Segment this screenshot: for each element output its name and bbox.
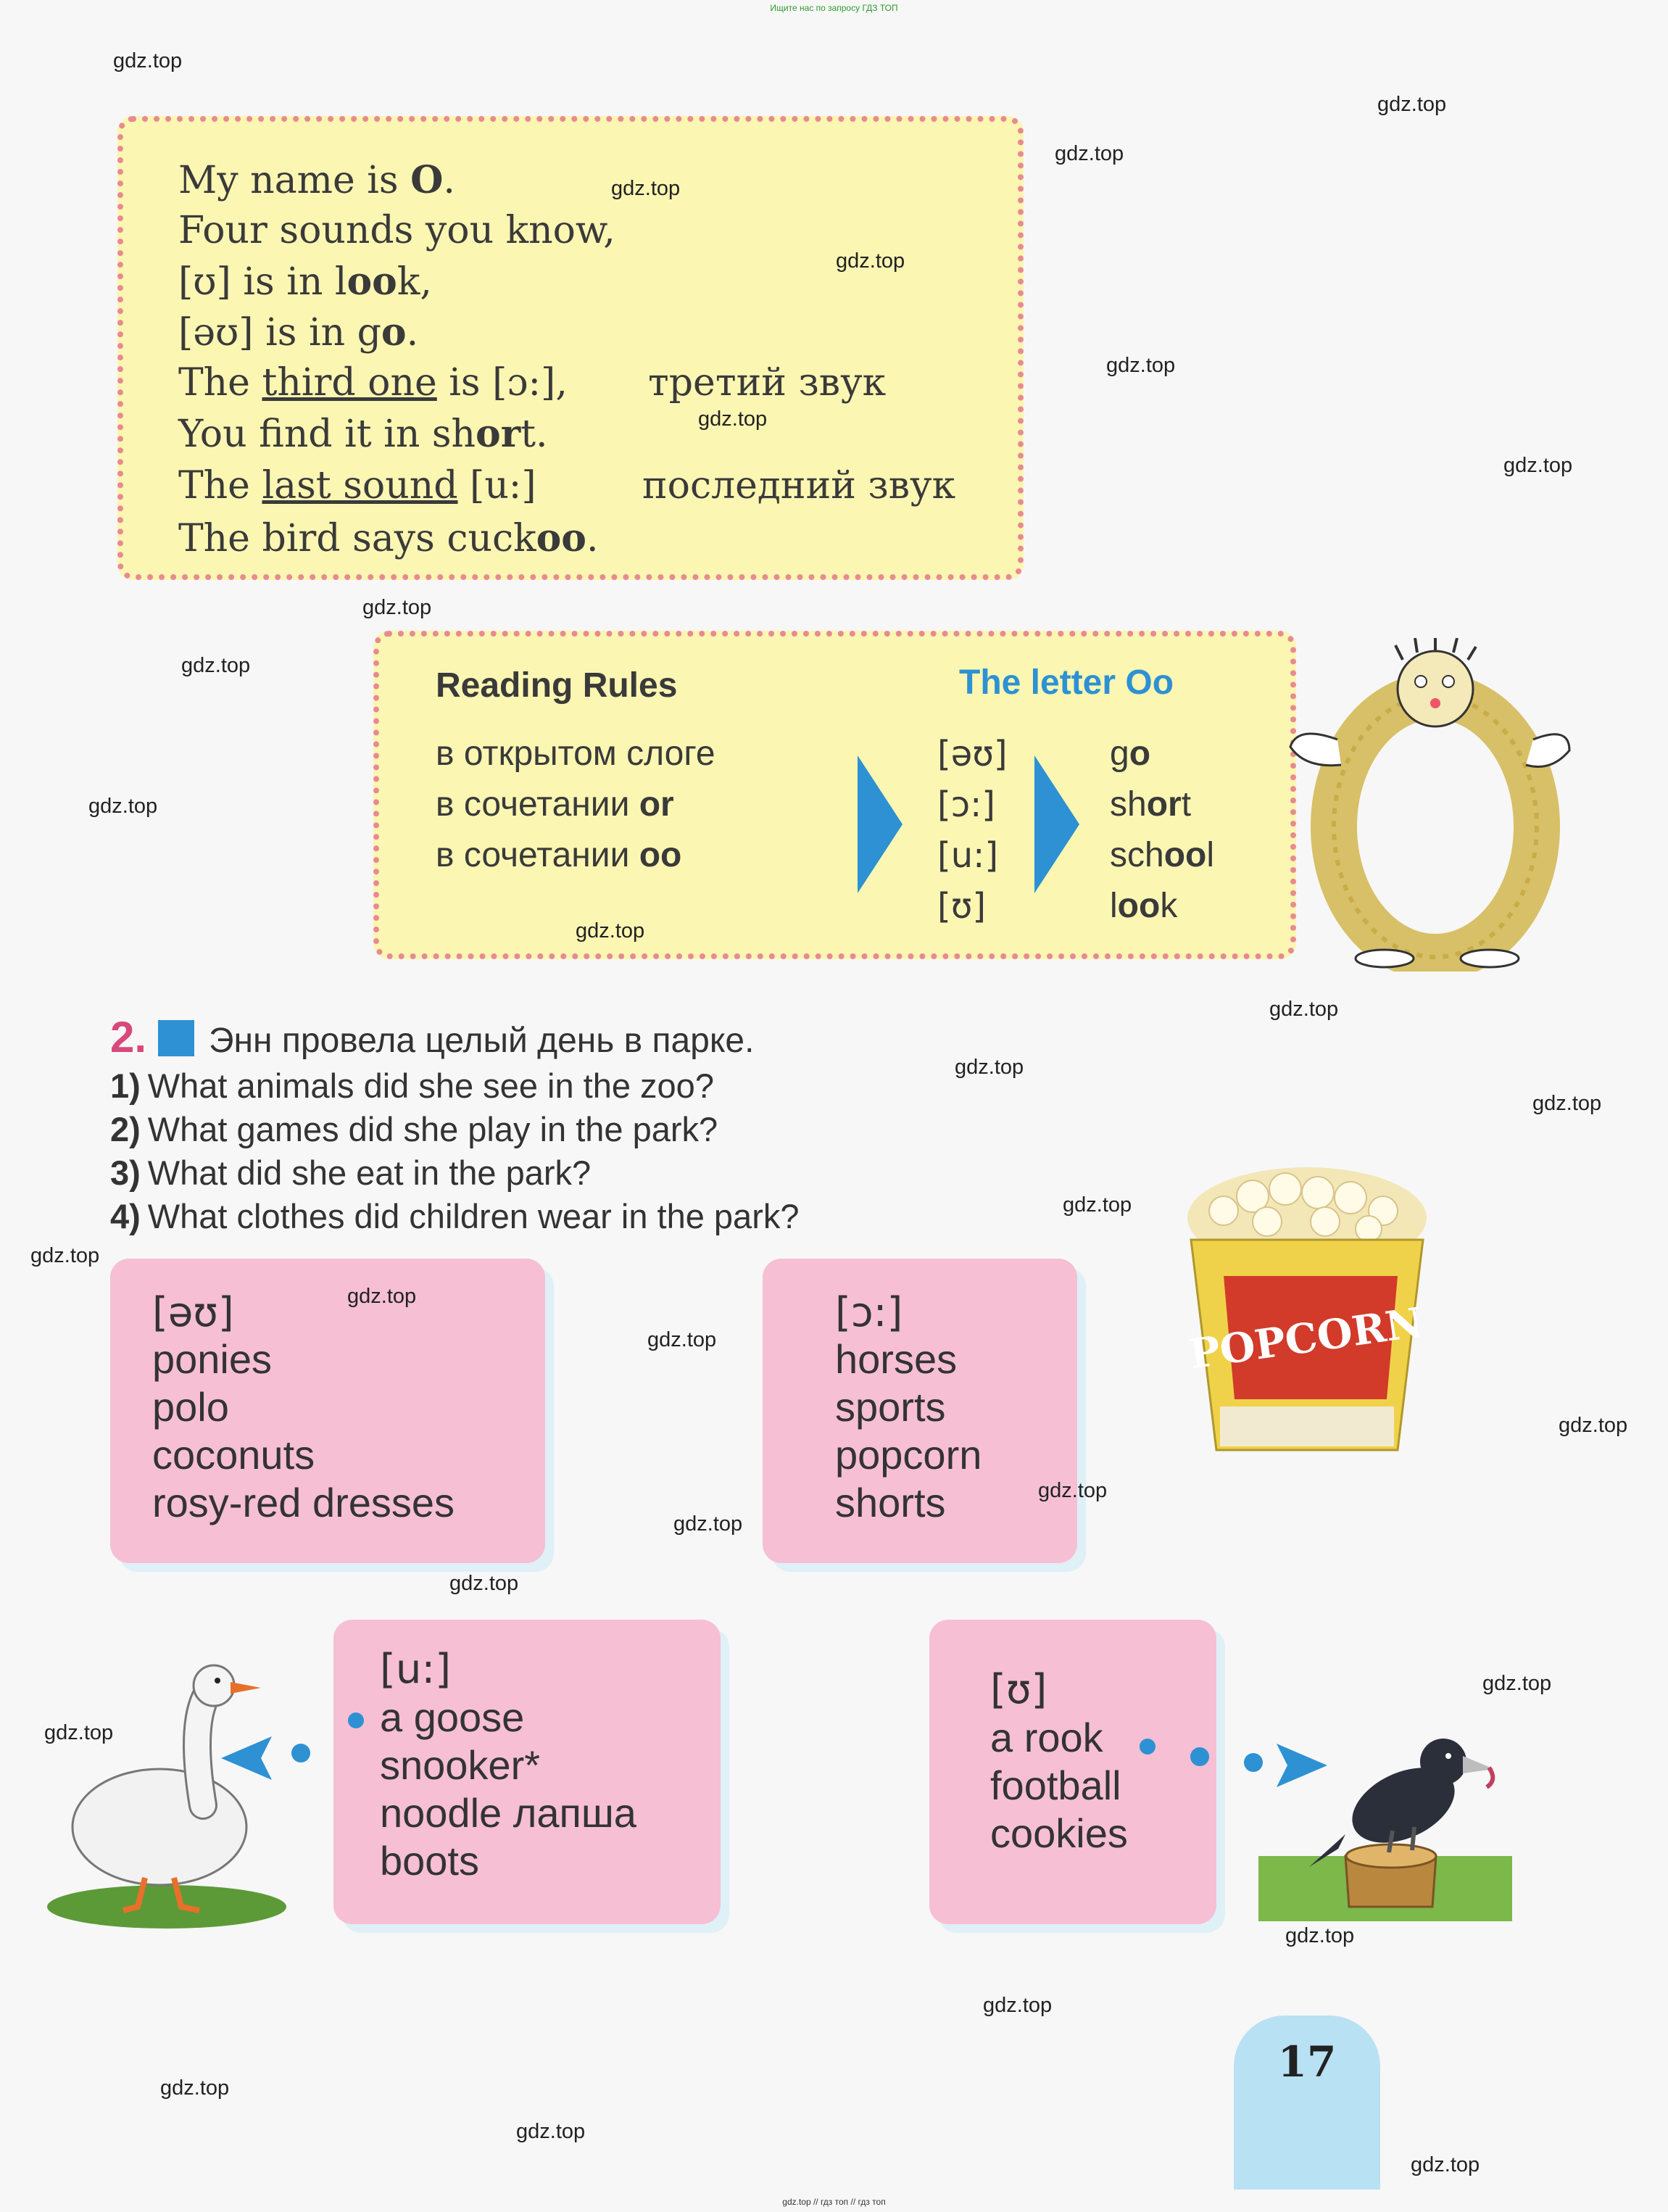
watermark: gdz.top xyxy=(1106,354,1176,377)
popcorn-bucket-illustration xyxy=(1180,1160,1434,1465)
watermark: gdz.top xyxy=(44,1721,114,1744)
rule-oo: в сочетании oo xyxy=(436,836,682,874)
watermark: gdz.top xyxy=(1559,1414,1628,1437)
sound-1: [əʊ] xyxy=(937,734,1008,774)
card-item: rosy-red dresses xyxy=(152,1480,455,1525)
card-item: shorts xyxy=(835,1480,946,1525)
card-item: [ɔ:] xyxy=(835,1289,903,1336)
watermark: gdz.top xyxy=(1038,1479,1108,1502)
watermark: gdz.top xyxy=(1285,1924,1355,1947)
rules-title: Reading Rules xyxy=(436,666,678,705)
card-item: noodle лапша xyxy=(380,1790,636,1836)
dot-icon xyxy=(291,1744,310,1762)
question-4: 4) What clothes did children wear in the park? xyxy=(110,1197,800,1235)
header-note: Ищите нас по запросу ГДЗ ТОП xyxy=(770,3,898,13)
card-item: boots xyxy=(380,1838,479,1884)
arrow-right-icon xyxy=(1034,755,1079,893)
watermark: gdz.top xyxy=(1269,998,1339,1021)
reading-rules-box xyxy=(373,631,1296,959)
bullet-dot-icon xyxy=(1140,1739,1155,1755)
card-sound-u xyxy=(929,1620,1216,1924)
watermark: gdz.top xyxy=(1055,142,1124,165)
poem-line-3: [ʊ] is in look, xyxy=(178,260,432,304)
sound-3: [u:] xyxy=(937,835,999,876)
card-item: popcorn xyxy=(835,1432,982,1478)
watermark: gdz.top xyxy=(1377,93,1447,116)
card-item: football xyxy=(990,1762,1121,1808)
rule-open-syllable: в открытом слоге xyxy=(436,734,715,773)
watermark: gdz.top xyxy=(1063,1193,1132,1217)
poem-line-6: You find it in short. xyxy=(178,412,548,456)
card-item: [u:] xyxy=(380,1646,452,1693)
poem-box xyxy=(117,116,1024,580)
page-number: 17 xyxy=(1277,2037,1337,2087)
watermark: gdz.top xyxy=(1503,454,1573,477)
example-look: look xyxy=(1110,887,1178,925)
watermark: gdz.top xyxy=(1482,1672,1552,1695)
watermark: gdz.top xyxy=(647,1328,717,1351)
card-item: a goose xyxy=(380,1694,525,1740)
reading-task-icon xyxy=(158,1020,194,1056)
watermark: gdz.top xyxy=(836,249,905,273)
poem-translation-third: третий звук xyxy=(648,361,887,405)
watermark: gdz.top xyxy=(88,795,158,818)
card-item: snooker* xyxy=(380,1742,541,1788)
question-2: 2) What games did she play in the park? xyxy=(110,1110,718,1148)
card-item: horses xyxy=(835,1336,958,1382)
rook-illustration xyxy=(1258,1711,1512,1921)
footer-note: gdz.top // гдз топ // гдз топ xyxy=(782,2197,886,2207)
arrow-right-icon xyxy=(858,755,903,893)
page-number-tab xyxy=(1234,2016,1380,2190)
watermark: gdz.top xyxy=(673,1512,743,1536)
sound-2: [ɔ:] xyxy=(937,784,995,825)
watermark: gdz.top xyxy=(181,654,251,677)
dot-icon xyxy=(1190,1747,1209,1766)
pointer-left-icon xyxy=(217,1733,275,1784)
card-item: cookies xyxy=(990,1810,1128,1856)
card-item: ponies xyxy=(152,1336,273,1382)
card-item: sports xyxy=(835,1384,946,1430)
popcorn-label: POPCORN xyxy=(1186,1298,1426,1379)
card-item: polo xyxy=(152,1384,229,1430)
letter-o-character-illustration xyxy=(1283,638,1573,972)
watermark: gdz.top xyxy=(347,1285,417,1308)
watermark: gdz.top xyxy=(516,2120,586,2143)
card-item: [əʊ] xyxy=(152,1289,234,1336)
bullet-dot-icon xyxy=(348,1712,364,1728)
card-sound-aw xyxy=(763,1259,1077,1563)
card-item: a rook xyxy=(990,1715,1103,1760)
poem-line-5: The third one is [ɔ:], xyxy=(178,361,568,405)
sound-4: [ʊ] xyxy=(937,886,987,927)
card-sound-uu xyxy=(333,1620,721,1924)
watermark: gdz.top xyxy=(362,596,432,619)
poem-line-7: The last sound [u:] xyxy=(178,464,536,508)
task-number: 2. xyxy=(110,1013,147,1061)
watermark: gdz.top xyxy=(955,1056,1024,1079)
poem-line-4: [əʊ] is in go. xyxy=(178,310,419,355)
poem-line-2: Four sounds you know, xyxy=(178,209,615,252)
poem-line-8: The bird says cuckoo. xyxy=(178,516,599,560)
card-item: coconuts xyxy=(152,1432,315,1478)
card-item: [ʊ] xyxy=(990,1666,1047,1713)
watermark: gdz.top xyxy=(611,177,681,200)
task-intro: Энн провела целый день в парке. xyxy=(209,1022,755,1060)
poem-translation-last: последний звук xyxy=(642,464,956,508)
watermark: gdz.top xyxy=(576,919,645,943)
card-sound-ou xyxy=(110,1259,545,1563)
example-short: short xyxy=(1110,785,1192,824)
goose-illustration xyxy=(43,1660,290,1929)
question-3: 3) What did she eat in the park? xyxy=(110,1153,592,1192)
poem-line-1: My name is O. xyxy=(178,158,455,202)
example-go: go xyxy=(1110,734,1151,773)
watermark: gdz.top xyxy=(449,1572,519,1595)
rule-or: в сочетании or xyxy=(436,785,674,824)
watermark: gdz.top xyxy=(113,49,183,73)
question-1: 1) What animals did she see in the zoo? xyxy=(110,1066,714,1105)
watermark: gdz.top xyxy=(983,1994,1053,2017)
watermark: gdz.top xyxy=(1411,2153,1480,2176)
watermark: gdz.top xyxy=(160,2076,230,2100)
watermark: gdz.top xyxy=(30,1244,100,1267)
task-2-heading xyxy=(110,1012,754,1062)
rules-subtitle: The letter Oo xyxy=(959,663,1174,702)
watermark: gdz.top xyxy=(698,407,768,431)
watermark: gdz.top xyxy=(1532,1092,1602,1115)
example-school: school xyxy=(1110,836,1215,874)
